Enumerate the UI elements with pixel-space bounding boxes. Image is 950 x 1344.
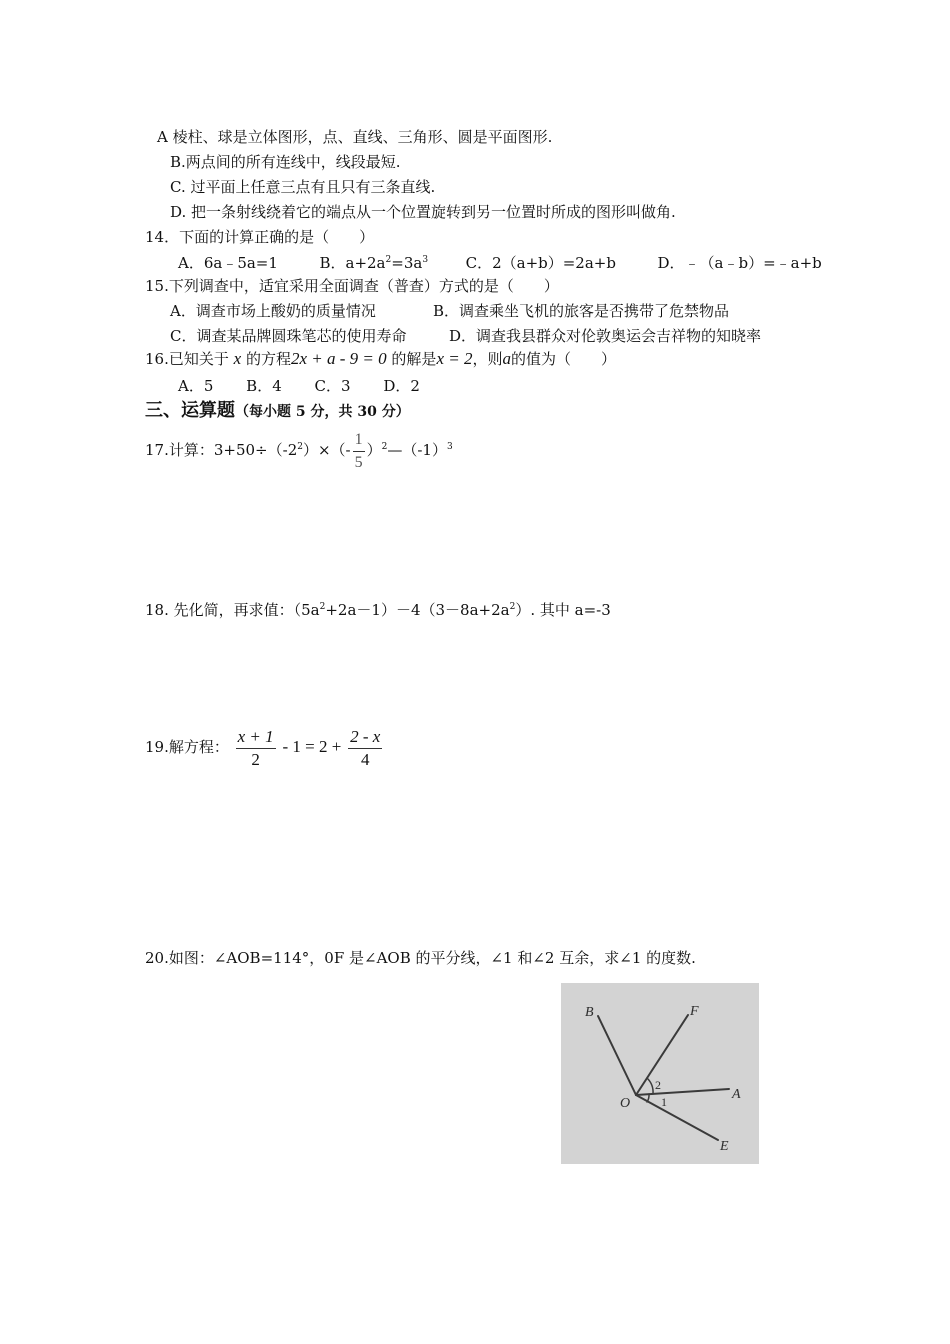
q14-option-c: C．2（a+b）=2a+b: [465, 254, 616, 272]
q16-equation: 2x + a - 9 = 0: [290, 349, 387, 368]
section-title: 三、运算题: [145, 400, 235, 421]
q15-option-d: D．调查我县群众对伦敦奥运会吉祥物的知晓率: [449, 327, 762, 345]
q16-option-d: D．2: [383, 377, 420, 395]
q15-option-b: B．调查乘坐飞机的旅客是否携带了危禁物品: [433, 302, 730, 320]
q14-option-a: A．6a﹣5a=1: [178, 254, 278, 272]
label-a: A: [732, 1087, 741, 1102]
label-f: F: [690, 1004, 699, 1019]
q13-option-d: D. 把一条射线绕着它的端点从一个位置旋转到另一位置时所成的图形叫做角.: [170, 203, 676, 221]
q13-option-c: C. 过平面上任意三点有且只有三条直线.: [170, 178, 436, 196]
q17: 17.计算：$3+50\div(-2^2)\times(-$ $\frac{1}{5}$ ）$^2—(-1)^3$: [145, 427, 453, 474]
q14-option-d: D．﹣（a﹣b）=﹣a+b: [657, 254, 822, 272]
q14-stem: 14．下面的计算正确的是（ ）: [145, 228, 375, 246]
angle-figure: [561, 983, 759, 1164]
label-b: B: [585, 1005, 594, 1020]
label-angle-1: 1: [661, 1095, 667, 1109]
q14-option-b: B．$a+2a^2=3a^3$: [319, 254, 429, 272]
variable-a: a: [502, 349, 511, 368]
q16-solution: x = 2: [436, 349, 473, 368]
q15-stem: 15.下列调查中，适宜采用全面调查（普查）方式的是（ ）: [145, 277, 559, 295]
q15-option-c: C．调查某品牌圆珠笔芯的使用寿命: [170, 327, 407, 345]
label-angle-2: 2: [655, 1078, 661, 1092]
label-e: E: [720, 1139, 729, 1154]
label-o: O: [620, 1096, 631, 1111]
q20-stem: 20.如图：∠AOB=114°，0F 是∠AOB 的平分线，∠1 和∠2 互余，求∠1 的度数.: [145, 949, 696, 967]
q16-option-a: A．5: [178, 377, 214, 395]
q16-option-b: B．4: [246, 377, 282, 395]
q16-option-c: C．3: [314, 377, 351, 395]
q13-option-a: A 棱柱、球是立体图形，点、直线、三角形、圆是平面图形.: [157, 128, 553, 146]
q16-stem: 16.已知关于 x 的方程2x + a - 9 = 0 的解是x = 2，则a的值为（ ）: [145, 349, 616, 368]
q15-option-a: A．调查市场上酸奶的质量情况: [170, 302, 376, 320]
fraction-one-fifth: $\frac{1}{5}$: [354, 430, 363, 471]
q13-option-b: B.两点间的所有连线中，线段最短.: [170, 153, 401, 171]
fraction-right: $\frac{2 - x}{4}$: [350, 726, 381, 769]
q16-options: [178, 376, 420, 396]
section-heading: [145, 399, 410, 424]
q14-options: [178, 253, 822, 273]
q19: 19.解方程： $\frac{x + 1}{2}$ - 1 = 2 + $\frac{2 - x}{4}$: [145, 726, 381, 769]
variable-x: x: [233, 349, 242, 368]
section-note: （每小题 5 分，共 30 分）: [235, 404, 410, 420]
q18: 18. 先化简，再求值：$(5a^2+2a-1)-4(3-8a+2a^2)$. 其中 a=-3: [145, 601, 611, 619]
fraction-left: $\frac{x + 1}{2}$: [237, 726, 274, 769]
